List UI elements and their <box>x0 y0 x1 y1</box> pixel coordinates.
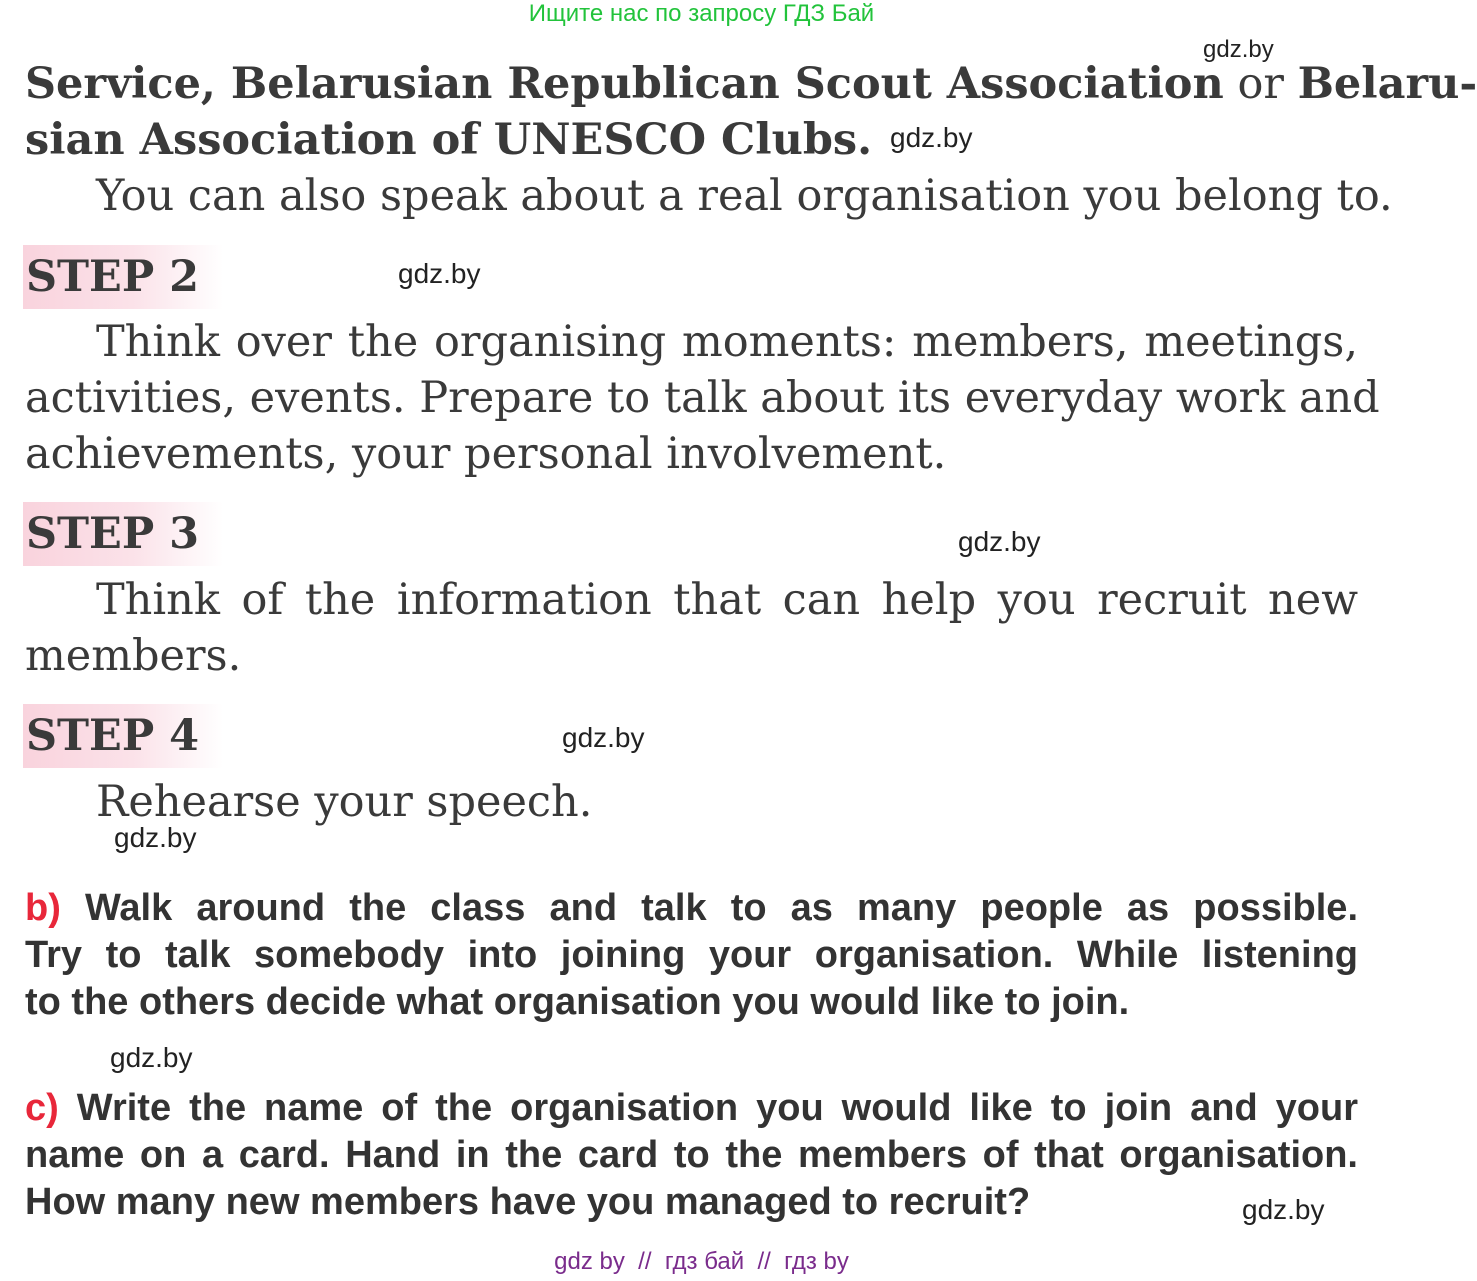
intro-line-3: You can also speak about a real organisation you belong to. <box>96 171 1393 221</box>
footer-links: gdz by // гдз бай // гдз by <box>554 1248 849 1275</box>
task-b-line-3: to the others decide what organisation you would like to join. <box>25 981 1130 1023</box>
intro-line-2: sian Association of UNESCO Clubs. <box>25 115 873 165</box>
task-b-line-2: Try to talk somebody into joining your organisation. While listening <box>25 934 1358 976</box>
task-b-text: Walk around the class and talk to as many people as possible. <box>84 887 1358 929</box>
intro-org-1: Service, Belarusian Republican Scout Association <box>25 59 1224 109</box>
step-2-text-line: Think over the organising moments: members, meetings, <box>96 317 1358 367</box>
watermark: gdz.by <box>958 526 1041 557</box>
task-b-line-1 <box>25 885 1358 932</box>
step-3-heading <box>23 502 223 566</box>
step-3-text-line: members. <box>25 631 242 681</box>
step-3-label: STEP 3 <box>26 509 200 559</box>
watermark: gdz.by <box>890 122 973 153</box>
watermark: gdz.by <box>1203 36 1274 63</box>
task-c-line-3: How many new members have you managed to recruit? <box>25 1181 1031 1223</box>
task-c-line-2: name on a card. Hand in the card to the members of that organisation. <box>25 1134 1358 1176</box>
task-c-line-1 <box>25 1085 1358 1132</box>
step-4-heading <box>23 704 223 768</box>
task-c-text: Write the name of the organisation you would like to join and your <box>76 1087 1358 1129</box>
step-3-text-line: Think of the information that can help you recruit new <box>96 575 1358 625</box>
step-4-label: STEP 4 <box>26 711 200 761</box>
step-2-text-line: activities, events. Prepare to talk about its everyday work and <box>25 373 1380 423</box>
watermark: gdz.by <box>1242 1194 1325 1225</box>
intro-line-1 <box>25 58 1477 110</box>
step-2-heading <box>23 245 223 309</box>
step-2-text-line: achievements, your personal involvement. <box>25 429 947 479</box>
step-2-label: STEP 2 <box>26 252 200 302</box>
step-4-text-line: Rehearse your speech. <box>96 777 593 827</box>
task-b-marker: b) <box>25 887 61 929</box>
watermark: gdz.by <box>114 822 197 853</box>
intro-or: or <box>1237 59 1284 109</box>
task-c-marker: c) <box>25 1087 59 1129</box>
intro-org-2-start: Belaru- <box>1297 59 1477 109</box>
watermark: gdz.by <box>562 722 645 753</box>
watermark: gdz.by <box>110 1042 193 1073</box>
watermark: gdz.by <box>398 258 481 289</box>
search-banner: Ищите нас по запросу ГДЗ Бай <box>528 0 875 27</box>
